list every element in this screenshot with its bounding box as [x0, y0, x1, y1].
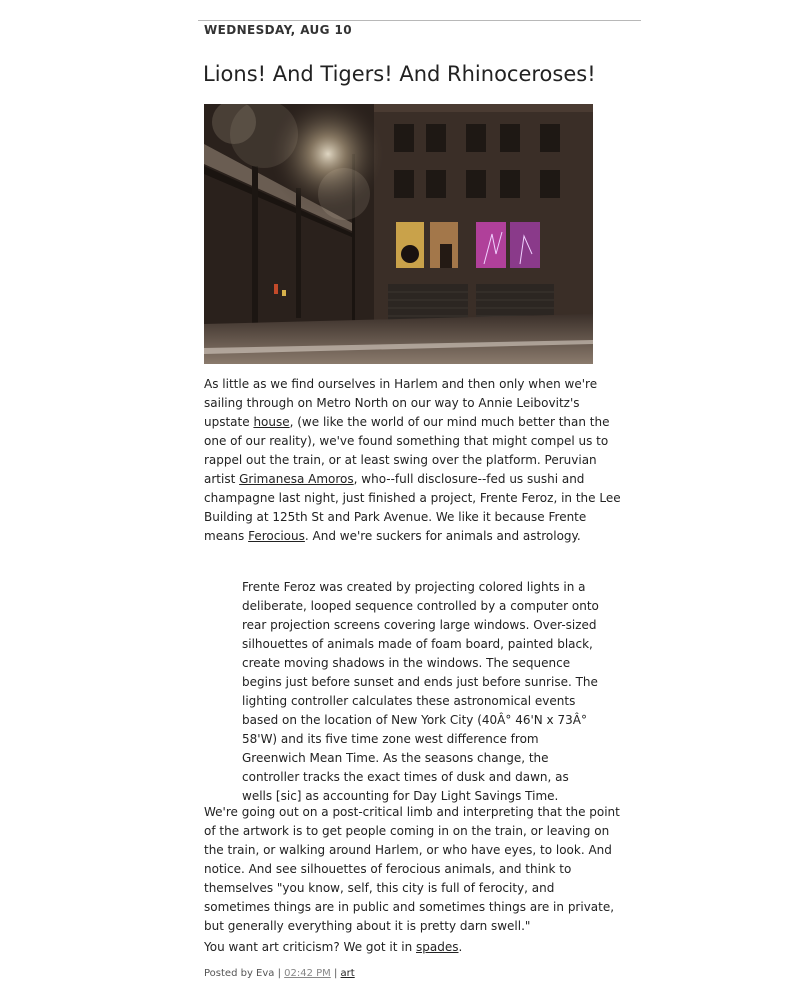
permalink-time[interactable]: 02:42 PM — [284, 968, 331, 979]
footer-separator: | — [330, 968, 341, 979]
intro-text-c: , who--full disclosure--fed us sushi and champagne last night, just finished a project, Frente Feroz, in the Lee Building at 125th St and Park Avenue. We like it because Frente means — [204, 472, 621, 543]
criticism-text-b: . — [458, 940, 463, 954]
blockquote — [242, 578, 602, 806]
post-photo — [204, 104, 593, 364]
paragraph-intro — [204, 375, 624, 546]
paragraph-interpretation — [204, 803, 624, 936]
intro-text-b: , (we like the world of our mind much better than the one of our reality), we've found something that might compel us to rappel out the train, or at least swing over the platform. Peruvian artist — [204, 415, 610, 486]
ferocious-link[interactable]: Ferocious — [248, 529, 305, 543]
intro-text-a: As little as we find ourselves in Harlem and then only when we're sailing through on Metro North on our way to Annie Leibovitz's upstate — [204, 377, 598, 429]
category-link[interactable]: art — [340, 968, 355, 979]
top-rule — [198, 20, 641, 21]
post-date: WEDNESDAY, AUG 10 — [204, 23, 353, 37]
post-footer — [204, 968, 355, 979]
post-title: Lions! And Tigers! And Rhinoceroses! — [203, 62, 596, 86]
posted-by: Posted by Eva — [204, 968, 275, 979]
artist-link[interactable]: Grimanesa Amoros — [239, 472, 354, 486]
paragraph-criticism — [204, 938, 624, 957]
night-street-photo-icon — [204, 104, 593, 364]
criticism-text-a: You want art criticism? We got it in — [204, 940, 417, 954]
intro-text-d: . And we're suckers for animals and astrology. — [304, 529, 581, 543]
house-link[interactable]: house — [253, 415, 290, 429]
interpretation-text: We're going out on a post-critical limb and interpreting that the point of the artwork is to get people coming in on the train, or leaving on the train, or walking around Harlem, or who have eyes, to look. And notice. And see silhouettes of ferocious animals, and think to themselves "you know, self, this city is full of ferocity, and sometimes things are in public and sometimes things are in private, but generally everything about it is pretty darn swell." — [204, 805, 620, 933]
spades-link[interactable]: spades — [416, 940, 459, 954]
blockquote-text: Frente Feroz was created by projecting colored lights in a deliberate, looped sequence controlled by a computer onto rear projection screens covering large windows. Over-sized silhouettes of animals made of foam board, painted black, create moving shadows in the windows. The sequence begins just before sunset and ends just before sunrise. The lighting controller calculates these astronomical events based on the location of New York City (40Â° 46'N x 73Â° 58'W) and its five time zone west difference from Greenwich Mean Time. As the seasons change, the controller tracks the exact times of dusk and dawn, as wells [sic] as accounting for Day Light Savings Time. — [242, 580, 599, 803]
footer-separator: | — [274, 968, 285, 979]
